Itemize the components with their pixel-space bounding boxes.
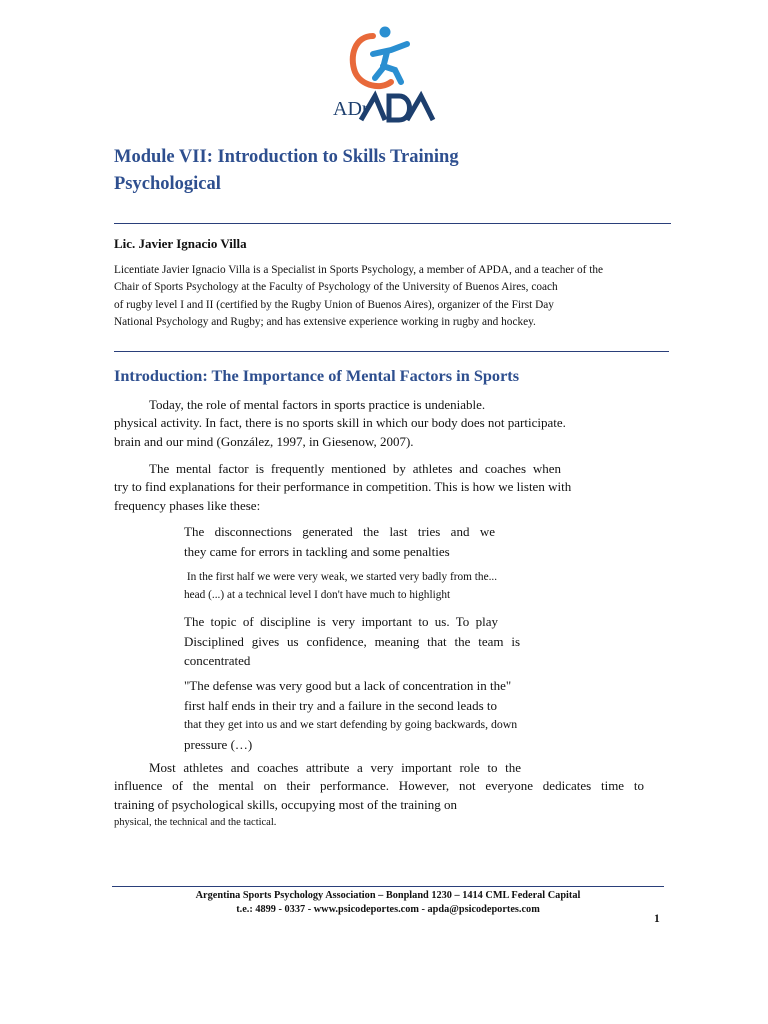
quote-4 xyxy=(184,676,584,754)
footer-contact: t.e.: 4899 - 0337 - www.psicodeportes.com - apda@psicodeportes.com xyxy=(236,904,540,915)
quote-1 xyxy=(184,522,584,561)
quote-line: The disconnections generated the last tries and we xyxy=(184,524,495,539)
quote-3 xyxy=(184,612,584,671)
bio-line: Licentiate Javier Ignacio Villa is a Specialist in Sports Psychology, a member of APDA, and a teacher of the xyxy=(114,264,604,276)
author-bio xyxy=(114,262,674,331)
paragraph-1 xyxy=(114,396,644,451)
title-divider xyxy=(114,223,671,224)
quote-line: In the first half we were very weak, we started very badly from the... xyxy=(184,571,498,583)
quote-line: concentrated xyxy=(184,653,251,668)
paragraph-line: frequency phases like these: xyxy=(114,497,261,513)
quote-2 xyxy=(184,568,584,604)
bio-line: National Psychology and Rugby; and has extensive experience working in rugby and hockey. xyxy=(114,315,536,328)
title-line-2: Psychological xyxy=(114,174,221,194)
quote-line: head (...) at a technical level I don't have much to highlight xyxy=(184,589,451,601)
quote-line: Disciplined gives us confidence, meaning that the team is xyxy=(184,633,520,649)
footer xyxy=(112,889,664,917)
quote-line: first half ends in their try and a failure in the second leads to xyxy=(184,697,497,713)
title-line-1: Module VII: Introduction to Skills Training xyxy=(114,147,459,167)
bio-line: of rugby level I and II (certified by the Rugby Union of Buenos Aires), organizer of the First Day xyxy=(114,298,554,311)
footer-address: Argentina Sports Psychology Association – Bonpland 1230 – 1414 CML Federal Capital xyxy=(195,890,581,901)
paragraph-line: Most athletes and coaches attribute a very important role to the xyxy=(149,760,521,775)
paragraph-line: physical, the technical and the tactical. xyxy=(114,816,277,828)
section-heading: Introduction: The Importance of Mental Factors in Sports xyxy=(114,366,520,385)
logo-text: ADr xyxy=(333,98,369,120)
bio-divider xyxy=(114,351,669,352)
page-number: 1 xyxy=(654,913,660,925)
paragraph-line: try to find explanations for their performance in competition. This is how we listen with xyxy=(114,479,572,495)
quote-line: pressure (…) xyxy=(184,736,253,752)
paragraph-3 xyxy=(114,759,644,832)
paragraph-2 xyxy=(114,460,644,515)
module-title xyxy=(114,144,674,198)
quote-line: "The defense was very good but a lack of concentration in the" xyxy=(184,678,512,693)
paragraph-line: Today, the role of mental factors in sports practice is undeniable. xyxy=(149,397,486,412)
quote-line: they came for errors in tackling and some penalties xyxy=(184,543,450,559)
bio-line: Chair of Sports Psychology at the Faculty of Psychology of the University of Buenos Aires, coach xyxy=(114,281,558,294)
paragraph-line: brain and our mind (González, 1997, in Giesenow, 2007). xyxy=(114,433,414,449)
paragraph-line: physical activity. In fact, there is no sports skill in which our body does not participate. xyxy=(114,415,566,431)
author-name: Lic. Javier Ignacio Villa xyxy=(114,236,247,251)
apda-logo xyxy=(325,20,440,125)
paragraph-line: influence of the mental on their performance. However, not everyone dedicates time to xyxy=(114,778,644,794)
paragraph-line: The mental factor is frequently mentioned by athletes and coaches when xyxy=(149,461,561,476)
footer-divider xyxy=(112,886,664,887)
paragraph-line: training of psychological skills, occupying most of the training on xyxy=(114,796,458,812)
quote-line: The topic of discipline is very important to us. To play xyxy=(184,614,498,629)
quote-line: that they get into us and we start defending by going backwards, down xyxy=(184,717,518,731)
